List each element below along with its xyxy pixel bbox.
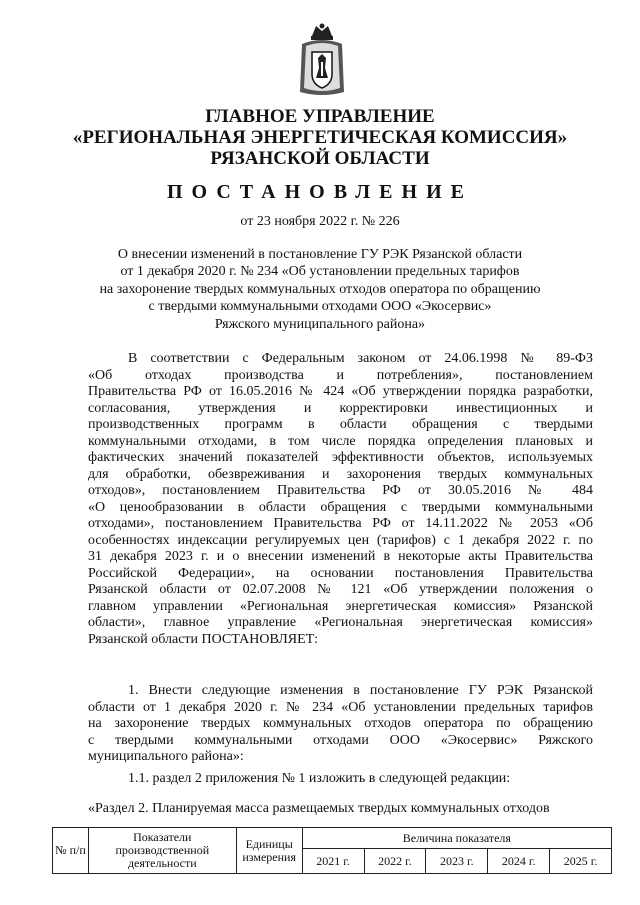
header-cell-unit: Единицы измерения — [236, 828, 302, 874]
indicators-table — [52, 827, 612, 874]
preamble-line: Правительства РФ от 16.05.2016 № 424 «Об утверждении порядка разработки, — [88, 384, 593, 399]
subject-line: Ряжского муниципального района» — [214, 316, 426, 332]
preamble-line: области», главное управление «Региональная энергетическая комиссия» — [88, 615, 593, 630]
preamble-line: Российской Федерации», на основании постановления Правительства — [88, 565, 593, 581]
header-cell-year: 2023 г. — [426, 849, 488, 874]
item-1-1-text: 1.1. раздел 2 приложения № 1 изложить в следующей редакции: — [128, 771, 511, 786]
item-1-line: 1. Внести следующие изменения в постановление ГУ РЭК Рязанской — [128, 683, 593, 698]
preamble-line: согласования, утверждения и корректировки инвестиционных и — [88, 400, 593, 416]
subject-line: на захоронение твердых коммунальных отходов оператора по обращению — [99, 281, 541, 297]
preamble-line: коммунальными отходами, в том числе порядка определения плановых и — [88, 433, 593, 449]
subject-line: О внесении изменений в постановление ГУ РЭК Рязанской области — [117, 247, 523, 262]
item-1-line: на захоронение твердых коммунальных отходов оператора по обращению — [88, 716, 593, 731]
header-cell-year: 2022 г. — [364, 849, 426, 874]
item-1-line: муниципального района»: — [88, 749, 244, 764]
preamble-line: отходами», постановлением Правительства РФ от 14.11.2022 № 2053 «Об — [88, 516, 593, 531]
item-1-line: области от 1 декабря 2020 г. № 234 «Об установлении предельных тарифов — [88, 699, 593, 715]
item-1-paragraph — [88, 683, 593, 766]
preamble-line: отходов», постановлением Правительства РФ от 30.05.2016 № 484 — [88, 483, 593, 498]
table-header-row — [53, 828, 612, 849]
document-date-number: от 23 ноября 2022 г. № 226 — [240, 214, 400, 229]
preamble-line: фактических значений показателей эффективности объектов, используемых — [88, 450, 593, 465]
header-cell-year: 2025 г. — [550, 849, 612, 874]
preamble-line: Рязанской области от 02.07.2008 № 121 «Об утверждении положения о — [88, 582, 593, 597]
coat-of-arms-icon — [298, 22, 346, 98]
header-cell-number: № п/п — [53, 828, 89, 874]
preamble-line: 31 декабря 2023 г. и о внесении изменений в некоторые акты Правительства — [88, 549, 593, 564]
subject-line: с твердыми коммунальными отходами ООО «Экосервис» — [148, 299, 492, 315]
subject-line: от 1 декабря 2020 г. № 234 «Об установлении предельных тарифов — [120, 264, 520, 280]
preamble-line: особенностях индексации регулируемых цен (тарифов) с 1 декабря 2022 г. по — [88, 532, 593, 548]
preamble-line: В соответствии с Федеральным законом от 24.06.1998 № 89-ФЗ — [128, 351, 593, 366]
header-cell-year: 2021 г. — [302, 849, 364, 874]
header-cell-value: Величина показателя — [302, 828, 611, 849]
header-cell-year: 2024 г. — [488, 849, 550, 874]
preamble-line: главном управлении «Региональная энергетическая комиссия» Рязанской — [88, 598, 593, 614]
org-name-line-3: РЯЗАНСКОЙ ОБЛАСТИ — [210, 148, 430, 169]
preamble-line: «Об отходах производства и потребления», постановлением — [88, 367, 593, 383]
document-type-title: ПОСТАНОВЛЕНИЕ — [167, 181, 473, 203]
preamble-paragraph — [88, 351, 593, 648]
document-subject — [80, 246, 560, 333]
section-title: «Раздел 2. Планируемая масса размещаемых твердых коммунальных отходов — [88, 801, 550, 816]
item-1-line: с твердыми коммунальными отходами ООО «Экосервис» Ряжского — [88, 732, 593, 748]
org-name-line-1: ГЛАВНОЕ УПРАВЛЕНИЕ — [205, 106, 435, 127]
preamble-line: для обработки, обезвреживания и захоронения твердых коммунальных — [88, 466, 593, 482]
preamble-line: производственных программ в области обращения с твердыми — [88, 417, 593, 432]
org-name-line-2: «РЕГИОНАЛЬНАЯ ЭНЕРГЕТИЧЕСКАЯ КОМИССИЯ» — [72, 127, 568, 148]
preamble-line: Рязанской области ПОСТАНОВЛЯЕТ: — [88, 631, 319, 647]
preamble-line: «О ценообразовании в области обращения с твердыми коммунальными — [88, 499, 593, 515]
header-cell-indicator: Показатели производственной деятельности — [88, 828, 236, 874]
